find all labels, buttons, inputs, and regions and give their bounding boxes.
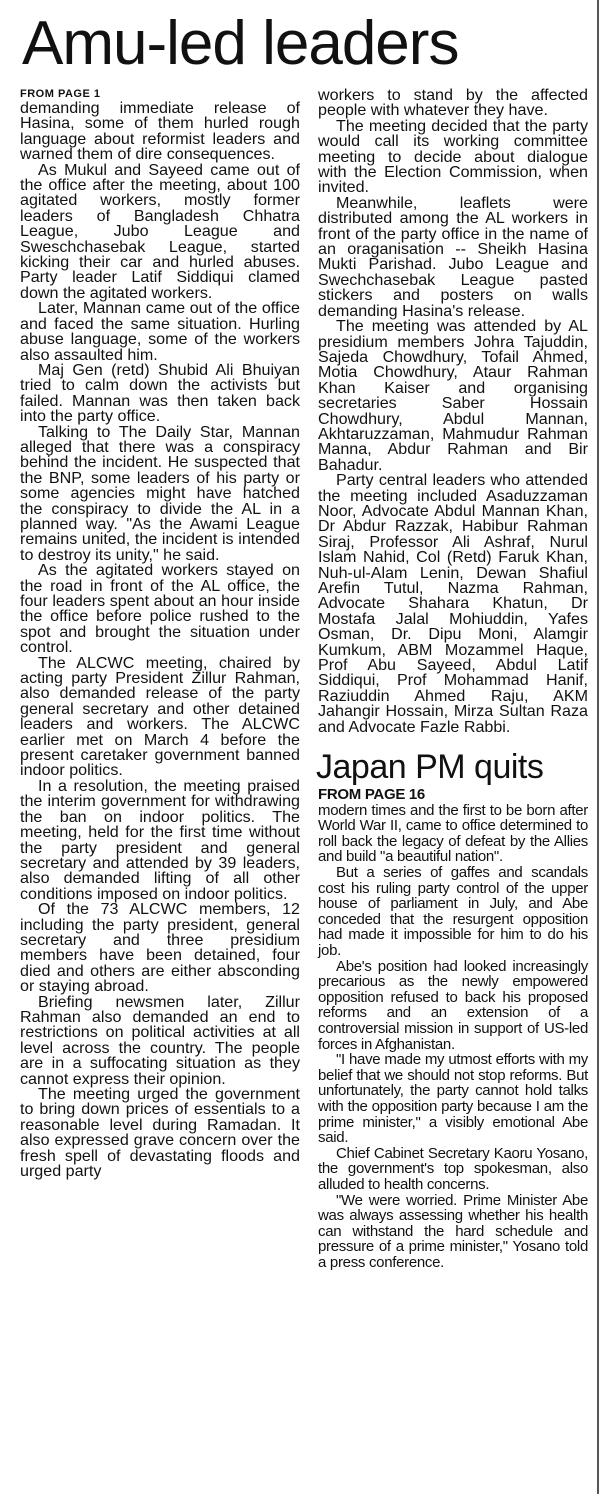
story1-paragraph: The meeting was attended by AL presidium members Johra Tajuddin, Sajeda Chowdhury, Tofail Ahmed, Motia Chowdhury, Ataur Rahman Khan Kaiser and organising secretaries Saber Hossain Chowdhury, Abdul Mannan, Akhtaruzzaman, Mahmudur Rahman Manna, Abdur Rahman and Bir Bahadur. (318, 317, 588, 474)
story2-paragraph: Chief Cabinet Secretary Kaoru Yosano, the government's top spokesman, also alluded to health concerns. (318, 1144, 588, 1193)
headline-japan-pm-quits: Japan PM quits (316, 748, 544, 787)
story2-paragraph: "We were worried. Prime Minister Abe was always assessing whether his health can withstand the hard schedule and pressure of a prime minister," Yosano told a press conference. (318, 1191, 588, 1271)
story2-paragraph: Abe's position had looked increasingly precarious as the newly empowered opposition refused to back his proposed reforms and an extension of a controversial mission in support of US-led forces in Afghanistan. (318, 957, 588, 1053)
story1-paragraph: Briefing newsmen later, Zillur Rahman also demanded an end to restrictions on political activities at all level across the country. The people are in a suffocating situation as they cannot express their opinion. (20, 992, 300, 1088)
story1-paragraph: Talking to The Daily Star, Mannan alleged that there was a conspiracy behind the incident. He suspected that the BNP, some leaders of his party or some agencies might have hatched the conspiracy to divide the AL in a planned way. "As the Awami League remains united, the incident is intended to destroy its unity," he said. (20, 422, 300, 564)
story1-left-column (20, 88, 300, 1179)
story2-paragraph: "I have made my utmost efforts with my belief that we should not stop reforms. But unfortunately, the party cannot hold talks with the opposition party because I am the prime minister," a visibly emotional Abe said. (318, 1051, 588, 1147)
right-column (318, 88, 588, 1270)
story1-paragraph: Later, Mannan came out of the office and faced the same situation. Hurling abuse language, some of the workers also assaulted him. (20, 299, 300, 364)
column-rule (597, 0, 599, 1494)
story2-paragraph: modern times and the first to be born after World War II, came to office determined to roll back the legacy of defeat by the Allies and build "a beautiful nation". (318, 801, 588, 866)
story2-body (318, 787, 588, 1270)
story1-paragraph: The ALCWC meeting, chaired by acting party President Zillur Rahman, also demanded release of the party general secretary and other detained leaders and workers. The ALCWC earlier met on March 4 before the present caretaker government banned indoor politics. (20, 653, 300, 780)
continued-from-label: FROM PAGE 1 (20, 88, 101, 100)
story1-paragraph: Meanwhile, leaflets were distributed among the AL workers in front of the party office in the name of an oraganisation -- Sheikh Hasina Mukti Parishad. Jubo League and Swechchasebak League pasted stickers and posters on walls demanding Hasina's release. (318, 193, 588, 320)
story1-paragraph: Of the 73 ALCWC members, 12 including the party president, general secretary and three presidium members have been detained, four died and others are either absconding or staying abroad. (20, 900, 300, 996)
headline-amu-led-leaders: Amu-led leaders (22, 9, 459, 78)
story1-paragraph: As Mukul and Sayeed came out of the office after the meeting, about 100 agitated workers, mostly former leaders of Bangladesh Chhatra League, Jubo League and Sweschchasebak League, started kicking their car and hurled abuses. Party leader Latif Siddiqui clamed down the agitated workers. (20, 160, 300, 302)
story2-paragraph: But a series of gaffes and scandals cost his ruling party control of the upper house of parliament in July, and Abe conceded that the resurgent opposition had made it impossible for him to do his job. (318, 864, 588, 959)
story1-paragraph: In a resolution, the meeting praised the interim government for withdrawing the ban on indoor politics. The meeting, held for the first time without the party president and general secretary and attended by 39 leaders, also demanded lifting of all other conditions imposed on indoor politics. (20, 776, 300, 903)
continued-from-label: FROM PAGE 16 (318, 786, 425, 804)
story1-paragraph: demanding immediate release of Hasina, some of them hurled rough language about reformist leaders and warned them of dire consequences. (20, 99, 300, 164)
story1-paragraph: Maj Gen (retd) Shubid Ali Bhuiyan tried to calm down the activists but failed. Mannan was then taken back into the party office. (20, 360, 300, 426)
story1-paragraph: workers to stand by the affected people with whatever they have. (318, 86, 588, 120)
story1-paragraph: Party central leaders who attended the meeting included Asaduzzaman Noor, Advocate Abdul Mannan Khan, Dr Abdur Razzak, Habibur Rahman Siraj, Professor Ali Ashraf, Nurul Islam Nahid, Col (Retd) Faruk Khan, Nuh-ul-Alam Lenin, Dewan Shafiul Arefin Tutul, Nazma Rahman, Advocate Shahara Khatun, Dr Mostafa Jalal Mohiuddin, Yafes Osman, Dr. Dipu Moni, Alamgir Kumkum, ABM Mozammel Haque, Prof Abu Sayeed, Abdul Latif Siddiqui, Prof Mohammad Hanif, Raziuddin Ahmed Raju, AKM Jahangir Hossain, Mirza Sultan Raza and Advocate Fazle Rabbi. (318, 471, 588, 736)
story1-paragraph: The meeting decided that the party would call its working committee meeting to decide about dialogue with the Election Commission, when invited. (318, 116, 588, 197)
story1-paragraph: As the agitated workers stayed on the road in front of the AL office, the four leaders spent about an hour inside the office before police rushed to the spot and brought the situation under control. (20, 561, 300, 657)
story1-paragraph: The meeting urged the government to bring down prices of essentials to a reasonable level during Ramadan. It also expressed grave concern over the fresh spell of devastating floods and urged party (20, 1085, 300, 1181)
